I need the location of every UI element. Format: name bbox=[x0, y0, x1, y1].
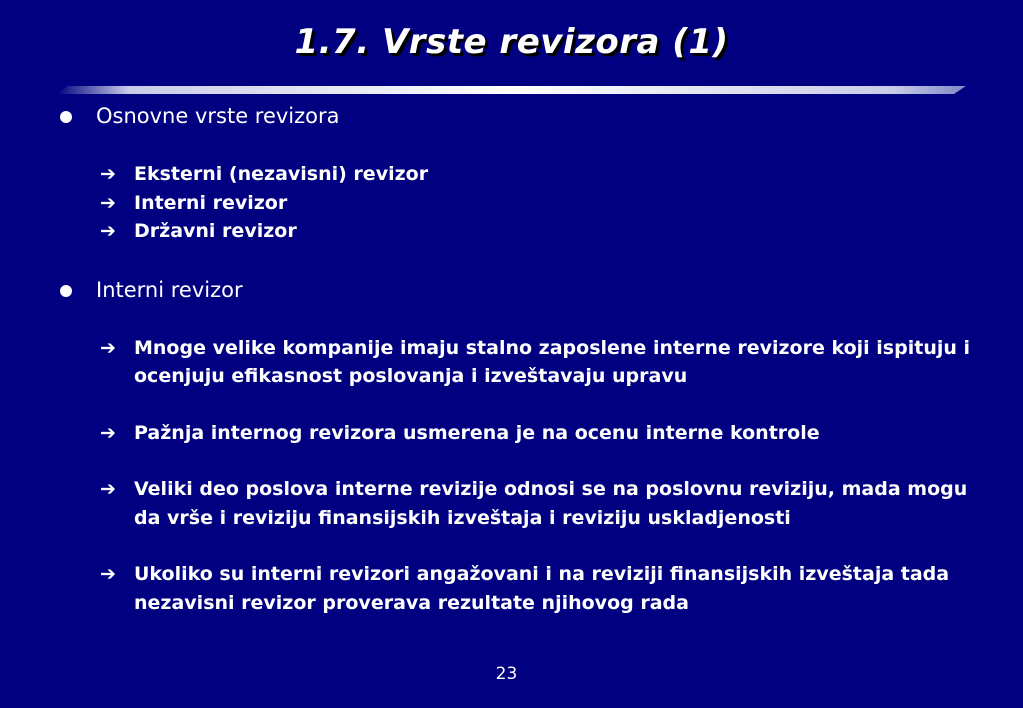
right-arrow-icon: ➔ bbox=[100, 191, 116, 214]
filled-circle-bullet-icon bbox=[60, 285, 72, 297]
sub-list-interni-revizor bbox=[100, 334, 998, 618]
sub-item-text: Pažnja internog revizora usmerena je na ocenu interne kontrole bbox=[134, 421, 820, 444]
title-divider bbox=[56, 86, 966, 94]
sub-item bbox=[100, 475, 998, 532]
right-arrow-icon: ➔ bbox=[100, 563, 116, 585]
sub-item bbox=[100, 334, 998, 391]
sub-item-text: Interni revizor bbox=[134, 191, 288, 214]
sub-item bbox=[100, 189, 998, 218]
sub-list-osnovne-vrste bbox=[100, 160, 998, 246]
right-arrow-icon: ➔ bbox=[100, 478, 116, 500]
bullet-osnovne-vrste bbox=[58, 102, 998, 130]
sub-item bbox=[100, 560, 998, 617]
sub-item bbox=[100, 160, 998, 189]
sub-item-text: Veliki deo poslova interne revizije odnosi se na poslovnu reviziju, mada mogu da vrše i reviziju finansijskih izveštaja i reviziju uskladjenosti bbox=[134, 478, 968, 529]
sub-item-text: Ukoliko su interni revizori angažovani i na reviziji finansijskih izveštaja tada nezavisni revizor proverava rezultate njihovog rada bbox=[134, 563, 950, 614]
sub-item bbox=[100, 217, 998, 246]
page-number: 23 bbox=[495, 664, 518, 684]
right-arrow-icon: ➔ bbox=[100, 163, 116, 185]
right-arrow-icon: ➔ bbox=[100, 336, 116, 359]
right-arrow-icon: ➔ bbox=[100, 421, 116, 444]
sub-item-text: Mnoge velike kompanije imaju stalno zaposlene interne revizore koji ispituju i ocenjuju efikasnost poslovanja i izveštavaju upravu bbox=[134, 336, 971, 387]
sub-item-text: Eksterni (nezavisni) revizor bbox=[134, 163, 429, 185]
slide-content bbox=[58, 100, 998, 617]
filled-circle-bullet-icon bbox=[60, 111, 72, 123]
right-arrow-icon: ➔ bbox=[100, 220, 116, 242]
sub-item bbox=[100, 419, 998, 448]
slide-title: 1.7. Vrste revizora (1) bbox=[294, 22, 729, 62]
bullet-interni-revizor bbox=[58, 276, 998, 304]
bullet-text: Interni revizor bbox=[96, 277, 243, 302]
sub-item-text: Državni revizor bbox=[134, 220, 297, 242]
bullet-text: Osnovne vrste revizora bbox=[96, 104, 340, 128]
